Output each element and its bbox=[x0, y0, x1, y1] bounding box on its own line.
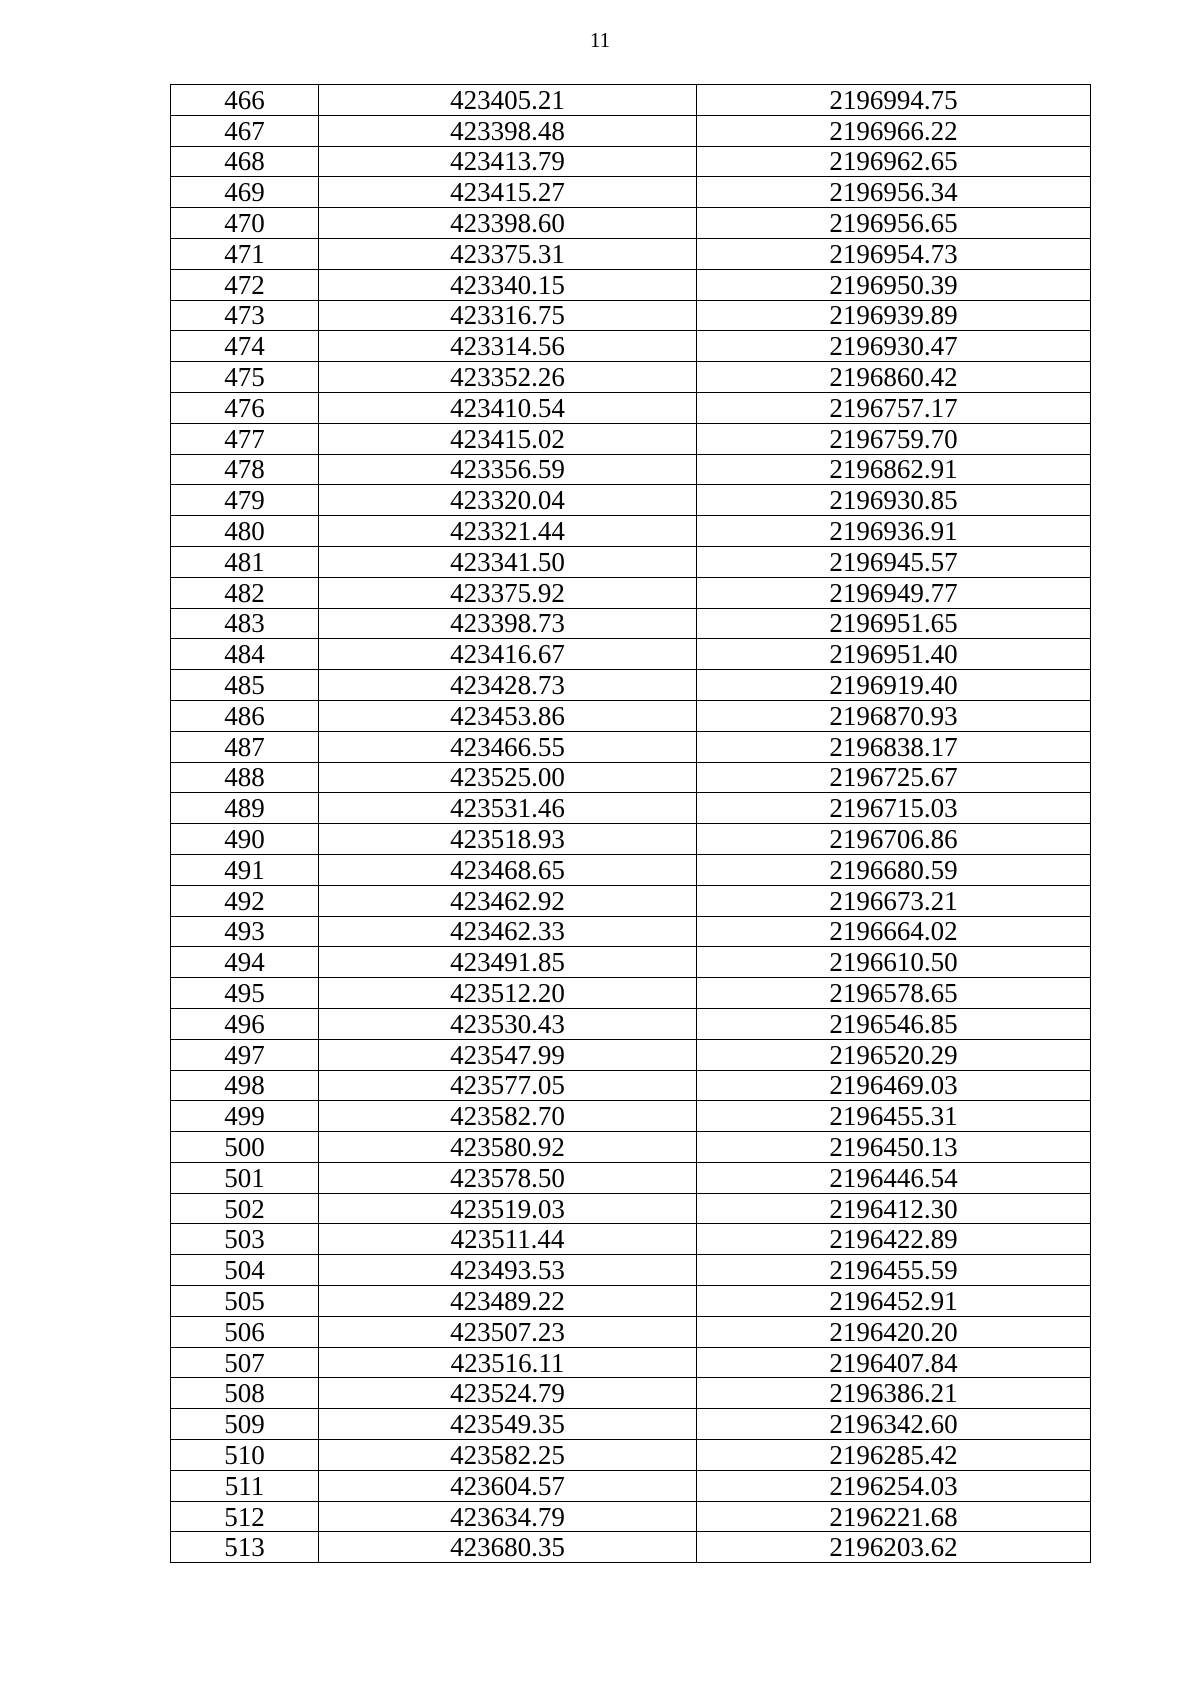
table-row bbox=[171, 1501, 1091, 1532]
point-number-cell: 481 bbox=[171, 546, 319, 577]
x-coordinate-cell: 423466.55 bbox=[319, 731, 697, 762]
table-row bbox=[171, 1409, 1091, 1440]
point-number-cell: 469 bbox=[171, 177, 319, 208]
x-coordinate-cell: 423428.73 bbox=[319, 670, 697, 701]
table-row bbox=[171, 85, 1091, 116]
x-coordinate-cell: 423405.21 bbox=[319, 85, 697, 116]
y-coordinate-cell: 2196919.40 bbox=[697, 670, 1091, 701]
x-coordinate-cell: 423462.92 bbox=[319, 885, 697, 916]
y-coordinate-cell: 2196203.62 bbox=[697, 1532, 1091, 1563]
point-number-cell: 502 bbox=[171, 1193, 319, 1224]
table-row bbox=[171, 177, 1091, 208]
x-coordinate-cell: 423415.02 bbox=[319, 423, 697, 454]
point-number-cell: 468 bbox=[171, 146, 319, 177]
y-coordinate-cell: 2196956.65 bbox=[697, 208, 1091, 239]
x-coordinate-cell: 423577.05 bbox=[319, 1070, 697, 1101]
table-row bbox=[171, 978, 1091, 1009]
point-number-cell: 489 bbox=[171, 793, 319, 824]
table-row bbox=[171, 1378, 1091, 1409]
x-coordinate-cell: 423524.79 bbox=[319, 1378, 697, 1409]
point-number-cell: 476 bbox=[171, 392, 319, 423]
point-number-cell: 508 bbox=[171, 1378, 319, 1409]
x-coordinate-cell: 423491.85 bbox=[319, 947, 697, 978]
x-coordinate-cell: 423453.86 bbox=[319, 700, 697, 731]
point-number-cell: 492 bbox=[171, 885, 319, 916]
coordinates-table bbox=[170, 84, 1091, 1563]
y-coordinate-cell: 2196450.13 bbox=[697, 1132, 1091, 1163]
x-coordinate-cell: 423580.92 bbox=[319, 1132, 697, 1163]
point-number-cell: 475 bbox=[171, 362, 319, 393]
table-row bbox=[171, 762, 1091, 793]
point-number-cell: 472 bbox=[171, 269, 319, 300]
y-coordinate-cell: 2196446.54 bbox=[697, 1162, 1091, 1193]
y-coordinate-cell: 2196950.39 bbox=[697, 269, 1091, 300]
table-row bbox=[171, 269, 1091, 300]
table-row bbox=[171, 885, 1091, 916]
y-coordinate-cell: 2196422.89 bbox=[697, 1224, 1091, 1255]
y-coordinate-cell: 2196930.47 bbox=[697, 331, 1091, 362]
x-coordinate-cell: 423375.31 bbox=[319, 238, 697, 269]
table-row bbox=[171, 639, 1091, 670]
table-row bbox=[171, 516, 1091, 547]
point-number-cell: 494 bbox=[171, 947, 319, 978]
table-row bbox=[171, 454, 1091, 485]
x-coordinate-cell: 423341.50 bbox=[319, 546, 697, 577]
point-number-cell: 496 bbox=[171, 1008, 319, 1039]
y-coordinate-cell: 2196994.75 bbox=[697, 85, 1091, 116]
table-row bbox=[171, 1008, 1091, 1039]
x-coordinate-cell: 423375.92 bbox=[319, 577, 697, 608]
x-coordinate-cell: 423531.46 bbox=[319, 793, 697, 824]
x-coordinate-cell: 423507.23 bbox=[319, 1316, 697, 1347]
table-row bbox=[171, 115, 1091, 146]
point-number-cell: 506 bbox=[171, 1316, 319, 1347]
table-row bbox=[171, 916, 1091, 947]
table-row bbox=[171, 546, 1091, 577]
point-number-cell: 484 bbox=[171, 639, 319, 670]
point-number-cell: 473 bbox=[171, 300, 319, 331]
y-coordinate-cell: 2196706.86 bbox=[697, 824, 1091, 855]
table-row bbox=[171, 300, 1091, 331]
point-number-cell: 480 bbox=[171, 516, 319, 547]
table-row bbox=[171, 1162, 1091, 1193]
point-number-cell: 491 bbox=[171, 854, 319, 885]
table-row bbox=[171, 1440, 1091, 1471]
point-number-cell: 497 bbox=[171, 1039, 319, 1070]
y-coordinate-cell: 2196469.03 bbox=[697, 1070, 1091, 1101]
table-row bbox=[171, 793, 1091, 824]
point-number-cell: 467 bbox=[171, 115, 319, 146]
point-number-cell: 505 bbox=[171, 1286, 319, 1317]
point-number-cell: 488 bbox=[171, 762, 319, 793]
y-coordinate-cell: 2196407.84 bbox=[697, 1347, 1091, 1378]
x-coordinate-cell: 423516.11 bbox=[319, 1347, 697, 1378]
y-coordinate-cell: 2196951.40 bbox=[697, 639, 1091, 670]
y-coordinate-cell: 2196860.42 bbox=[697, 362, 1091, 393]
table-row bbox=[171, 731, 1091, 762]
x-coordinate-cell: 423352.26 bbox=[319, 362, 697, 393]
table-row bbox=[171, 362, 1091, 393]
point-number-cell: 483 bbox=[171, 608, 319, 639]
point-number-cell: 495 bbox=[171, 978, 319, 1009]
table-row bbox=[171, 423, 1091, 454]
x-coordinate-cell: 423468.65 bbox=[319, 854, 697, 885]
table-row bbox=[171, 1193, 1091, 1224]
point-number-cell: 486 bbox=[171, 700, 319, 731]
point-number-cell: 511 bbox=[171, 1470, 319, 1501]
y-coordinate-cell: 2196254.03 bbox=[697, 1470, 1091, 1501]
y-coordinate-cell: 2196725.67 bbox=[697, 762, 1091, 793]
x-coordinate-cell: 423321.44 bbox=[319, 516, 697, 547]
y-coordinate-cell: 2196673.21 bbox=[697, 885, 1091, 916]
y-coordinate-cell: 2196930.85 bbox=[697, 485, 1091, 516]
point-number-cell: 479 bbox=[171, 485, 319, 516]
x-coordinate-cell: 423398.48 bbox=[319, 115, 697, 146]
point-number-cell: 470 bbox=[171, 208, 319, 239]
point-number-cell: 485 bbox=[171, 670, 319, 701]
y-coordinate-cell: 2196546.85 bbox=[697, 1008, 1091, 1039]
table-row bbox=[171, 577, 1091, 608]
x-coordinate-cell: 423398.60 bbox=[319, 208, 697, 239]
point-number-cell: 482 bbox=[171, 577, 319, 608]
table-row bbox=[171, 1224, 1091, 1255]
x-coordinate-cell: 423316.75 bbox=[319, 300, 697, 331]
table-row bbox=[171, 854, 1091, 885]
x-coordinate-cell: 423518.93 bbox=[319, 824, 697, 855]
x-coordinate-cell: 423604.57 bbox=[319, 1470, 697, 1501]
point-number-cell: 500 bbox=[171, 1132, 319, 1163]
x-coordinate-cell: 423489.22 bbox=[319, 1286, 697, 1317]
point-number-cell: 501 bbox=[171, 1162, 319, 1193]
y-coordinate-cell: 2196838.17 bbox=[697, 731, 1091, 762]
x-coordinate-cell: 423493.53 bbox=[319, 1255, 697, 1286]
y-coordinate-cell: 2196412.30 bbox=[697, 1193, 1091, 1224]
point-number-cell: 513 bbox=[171, 1532, 319, 1563]
table-row bbox=[171, 485, 1091, 516]
table-row bbox=[171, 1132, 1091, 1163]
point-number-cell: 510 bbox=[171, 1440, 319, 1471]
point-number-cell: 504 bbox=[171, 1255, 319, 1286]
table-row bbox=[171, 331, 1091, 362]
table-row bbox=[171, 1070, 1091, 1101]
point-number-cell: 512 bbox=[171, 1501, 319, 1532]
y-coordinate-cell: 2196452.91 bbox=[697, 1286, 1091, 1317]
x-coordinate-cell: 423314.56 bbox=[319, 331, 697, 362]
y-coordinate-cell: 2196455.31 bbox=[697, 1101, 1091, 1132]
table-row bbox=[171, 1347, 1091, 1378]
x-coordinate-cell: 423356.59 bbox=[319, 454, 697, 485]
x-coordinate-cell: 423634.79 bbox=[319, 1501, 697, 1532]
point-number-cell: 466 bbox=[171, 85, 319, 116]
point-number-cell: 503 bbox=[171, 1224, 319, 1255]
x-coordinate-cell: 423340.15 bbox=[319, 269, 697, 300]
table-row bbox=[171, 670, 1091, 701]
point-number-cell: 477 bbox=[171, 423, 319, 454]
point-number-cell: 499 bbox=[171, 1101, 319, 1132]
table-row bbox=[171, 208, 1091, 239]
y-coordinate-cell: 2196949.77 bbox=[697, 577, 1091, 608]
point-number-cell: 471 bbox=[171, 238, 319, 269]
table-row bbox=[171, 1470, 1091, 1501]
page-number: 11 bbox=[589, 28, 611, 52]
y-coordinate-cell: 2196945.57 bbox=[697, 546, 1091, 577]
x-coordinate-cell: 423413.79 bbox=[319, 146, 697, 177]
table-row bbox=[171, 1101, 1091, 1132]
x-coordinate-cell: 423462.33 bbox=[319, 916, 697, 947]
y-coordinate-cell: 2196578.65 bbox=[697, 978, 1091, 1009]
x-coordinate-cell: 423398.73 bbox=[319, 608, 697, 639]
x-coordinate-cell: 423525.00 bbox=[319, 762, 697, 793]
x-coordinate-cell: 423547.99 bbox=[319, 1039, 697, 1070]
table-row bbox=[171, 392, 1091, 423]
y-coordinate-cell: 2196285.42 bbox=[697, 1440, 1091, 1471]
x-coordinate-cell: 423511.44 bbox=[319, 1224, 697, 1255]
point-number-cell: 490 bbox=[171, 824, 319, 855]
x-coordinate-cell: 423415.27 bbox=[319, 177, 697, 208]
y-coordinate-cell: 2196966.22 bbox=[697, 115, 1091, 146]
y-coordinate-cell: 2196962.65 bbox=[697, 146, 1091, 177]
point-number-cell: 498 bbox=[171, 1070, 319, 1101]
y-coordinate-cell: 2196951.65 bbox=[697, 608, 1091, 639]
x-coordinate-cell: 423549.35 bbox=[319, 1409, 697, 1440]
point-number-cell: 474 bbox=[171, 331, 319, 362]
point-number-cell: 507 bbox=[171, 1347, 319, 1378]
table-row bbox=[171, 824, 1091, 855]
y-coordinate-cell: 2196757.17 bbox=[697, 392, 1091, 423]
point-number-cell: 487 bbox=[171, 731, 319, 762]
y-coordinate-cell: 2196610.50 bbox=[697, 947, 1091, 978]
table-row bbox=[171, 608, 1091, 639]
table-row bbox=[171, 1532, 1091, 1563]
y-coordinate-cell: 2196939.89 bbox=[697, 300, 1091, 331]
x-coordinate-cell: 423416.67 bbox=[319, 639, 697, 670]
table-row bbox=[171, 1039, 1091, 1070]
y-coordinate-cell: 2196680.59 bbox=[697, 854, 1091, 885]
x-coordinate-cell: 423578.50 bbox=[319, 1162, 697, 1193]
point-number-cell: 509 bbox=[171, 1409, 319, 1440]
table-row bbox=[171, 238, 1091, 269]
y-coordinate-cell: 2196520.29 bbox=[697, 1039, 1091, 1070]
y-coordinate-cell: 2196455.59 bbox=[697, 1255, 1091, 1286]
y-coordinate-cell: 2196954.73 bbox=[697, 238, 1091, 269]
x-coordinate-cell: 423410.54 bbox=[319, 392, 697, 423]
table-row bbox=[171, 1255, 1091, 1286]
x-coordinate-cell: 423519.03 bbox=[319, 1193, 697, 1224]
x-coordinate-cell: 423320.04 bbox=[319, 485, 697, 516]
table-row bbox=[171, 1286, 1091, 1317]
y-coordinate-cell: 2196870.93 bbox=[697, 700, 1091, 731]
y-coordinate-cell: 2196420.20 bbox=[697, 1316, 1091, 1347]
y-coordinate-cell: 2196759.70 bbox=[697, 423, 1091, 454]
x-coordinate-cell: 423582.25 bbox=[319, 1440, 697, 1471]
x-coordinate-cell: 423512.20 bbox=[319, 978, 697, 1009]
x-coordinate-cell: 423530.43 bbox=[319, 1008, 697, 1039]
y-coordinate-cell: 2196862.91 bbox=[697, 454, 1091, 485]
y-coordinate-cell: 2196221.68 bbox=[697, 1501, 1091, 1532]
x-coordinate-cell: 423680.35 bbox=[319, 1532, 697, 1563]
table-row bbox=[171, 146, 1091, 177]
y-coordinate-cell: 2196936.91 bbox=[697, 516, 1091, 547]
x-coordinate-cell: 423582.70 bbox=[319, 1101, 697, 1132]
table-row bbox=[171, 1316, 1091, 1347]
y-coordinate-cell: 2196386.21 bbox=[697, 1378, 1091, 1409]
y-coordinate-cell: 2196664.02 bbox=[697, 916, 1091, 947]
y-coordinate-cell: 2196956.34 bbox=[697, 177, 1091, 208]
table-row bbox=[171, 700, 1091, 731]
point-number-cell: 478 bbox=[171, 454, 319, 485]
y-coordinate-cell: 2196715.03 bbox=[697, 793, 1091, 824]
y-coordinate-cell: 2196342.60 bbox=[697, 1409, 1091, 1440]
coordinates-table-body bbox=[171, 85, 1091, 1563]
point-number-cell: 493 bbox=[171, 916, 319, 947]
table-row bbox=[171, 947, 1091, 978]
